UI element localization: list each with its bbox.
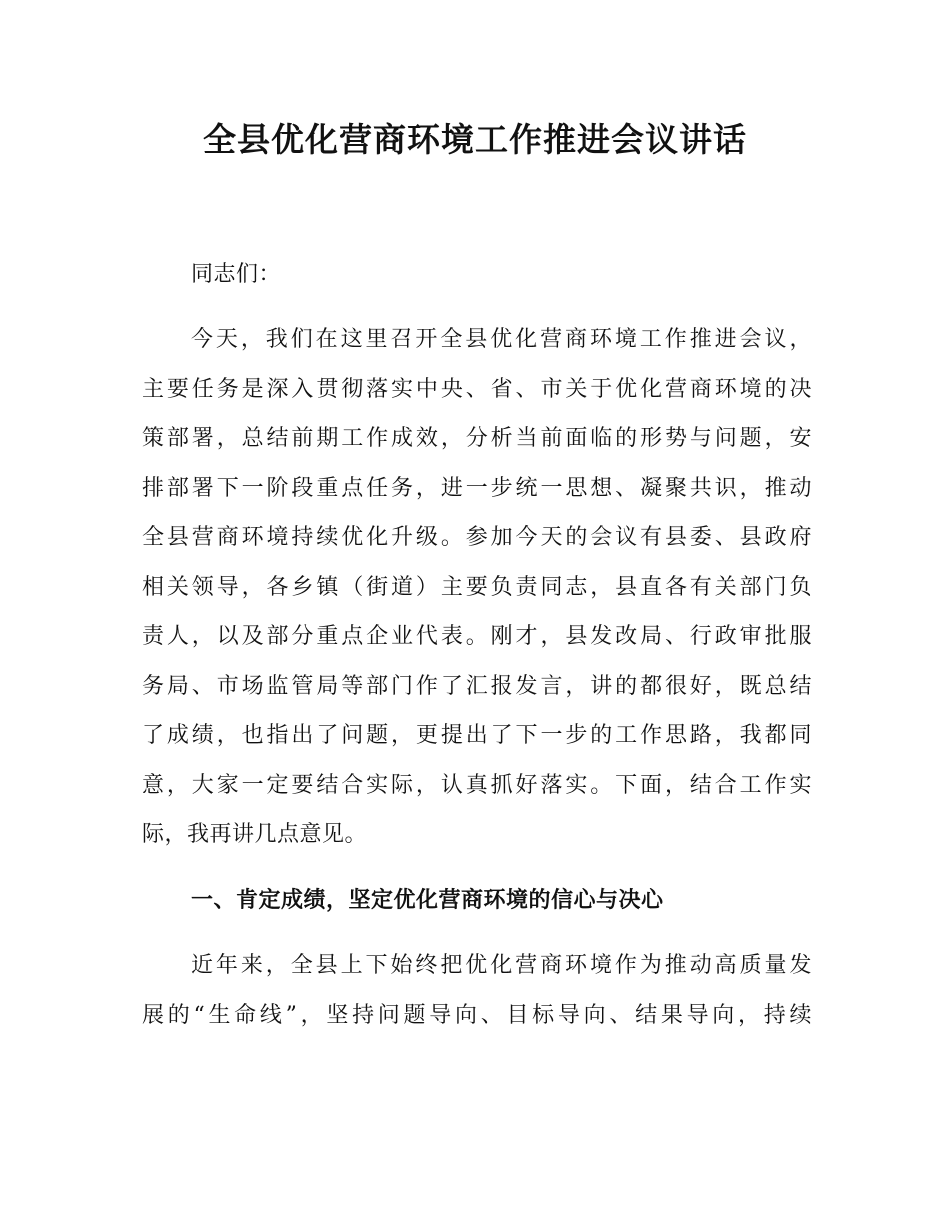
section-heading: 一、肯定成绩，坚定优化营商环境的信心与决心: [191, 888, 664, 913]
section-line-2: 展的“生命线”，坚持问题导向、目标导向、结果导向，持续: [142, 1002, 812, 1028]
intro-line-8: 务局、市场监管局等部门作了汇报发言，讲的都很好，既总结: [142, 673, 812, 699]
greeting: 同志们：: [191, 262, 282, 287]
intro-line-2: 主要任务是深入贯彻落实中央、省、市关于优化营商环境的决: [142, 376, 812, 402]
intro-line-6: 相关领导，各乡镇（街道）主要负责同志，县直各有关部门负: [142, 574, 812, 600]
intro-line-11: 际，我再讲几点意见。: [142, 822, 368, 847]
section-line-1: 近年来，全县上下始终把优化营商环境作为推动高质量发: [191, 953, 812, 978]
intro-line-7: 责人，以及部分重点企业代表。刚才，县发改局、行政审批服: [142, 624, 812, 649]
intro-line-4: 排部署下一阶段重点任务，进一步统一思想、凝聚共识，推动: [142, 475, 812, 501]
intro-paragraph: [142, 315, 812, 860]
intro-line-10: 意，大家一定要结合实际，认真抓好落实。下面，结合工作实: [142, 772, 812, 798]
intro-line-9: 了成绩，也指出了问题，更提出了下一步的工作思路，我都同: [142, 723, 812, 748]
section-paragraph: [142, 941, 812, 1040]
intro-line-3: 策部署，总结前期工作成效，分析当前面临的形势与问题，安: [142, 426, 812, 451]
document-title: 全县优化营商环境工作推进会议讲话: [203, 120, 747, 159]
intro-line-5: 全县营商环境持续优化升级。参加今天的会议有县委、县政府: [142, 525, 812, 550]
intro-line-1: 今天，我们在这里召开全县优化营商环境工作推进会议，: [191, 327, 812, 352]
